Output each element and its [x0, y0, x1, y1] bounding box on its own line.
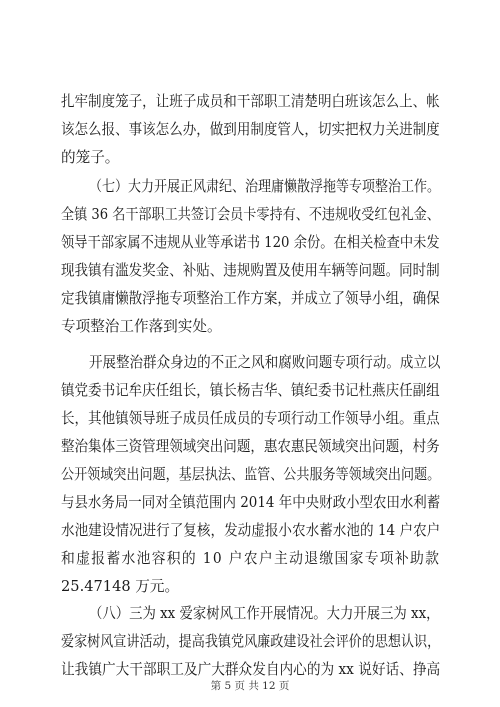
text-line: 现我镇有滥发奖金、补贴、违规购置及使用车辆等问题。同时制	[61, 262, 440, 279]
text-line: 让我镇广大干部职工及广大群众发自内心的为 xx 说好话、挣高	[61, 661, 441, 678]
text-line: 公开领域突出问题，基层执法、监管、公共服务等领域突出问题。	[61, 466, 441, 483]
text-line: 爱家树风宣讲活动，提高我镇党风廉政建设社会评价的思想认识，	[61, 633, 441, 650]
text-line: 水池建设情况进行了复核，发动虚报小农水蓄水池的 14 户农户	[61, 522, 441, 539]
text-line: 整治集体三资管理领域突出问题，惠农惠民领域突出问题，村务	[61, 438, 440, 455]
text-line: 领导干部家属不违规从业等承诺书 120 余份。在相关检查中未发	[61, 234, 440, 251]
section-heading-line: （八）三为 xx 爱家树风工作开展情况。大力开展三为 xx，	[89, 605, 440, 622]
page-number-footer: 第 5 页 共 12 页	[210, 680, 290, 692]
text-line: 的笼子。	[61, 149, 120, 166]
text-line: 与县水务局一同对全镇范围内 2014 年中央财政小型农田水利蓄	[61, 494, 441, 511]
text-line: 25.47148 万元。	[61, 578, 180, 595]
text-line: 专项整治工作落到实处。	[61, 318, 222, 335]
section-heading-line: （七）大力开展正风肃纪、治理庸懒散浮拖等专项整治工作。	[89, 178, 441, 195]
text-line: 全镇 36 名干部职工共签订会员卡零持有、不违规收受红包礼金、	[61, 206, 440, 223]
text-line: 镇党委书记牟庆任组长，镇长杨吉华、镇纪委书记杜燕庆任副组	[61, 382, 440, 399]
text-line: 扎牢制度笼子，让班子成员和干部职工清楚明白班该怎么上、帐	[61, 93, 440, 110]
text-line: 长，其他镇领导班子成员任成员的专项行动工作领导小组。重点	[61, 410, 440, 427]
text-line: 该怎么报、事该怎么办，做到用制度管人，切实把权力关进制度	[61, 121, 440, 138]
text-line: 定我镇庸懒散浮拖专项整治工作方案，并成立了领导小组，确保	[61, 290, 440, 307]
text-line: 开展整治群众身边的不正之风和腐败问题专项行动。成立以	[89, 354, 441, 371]
text-line: 和虚报蓄水池容积的 10 户农户主动退缴国家专项补助款	[61, 550, 441, 567]
